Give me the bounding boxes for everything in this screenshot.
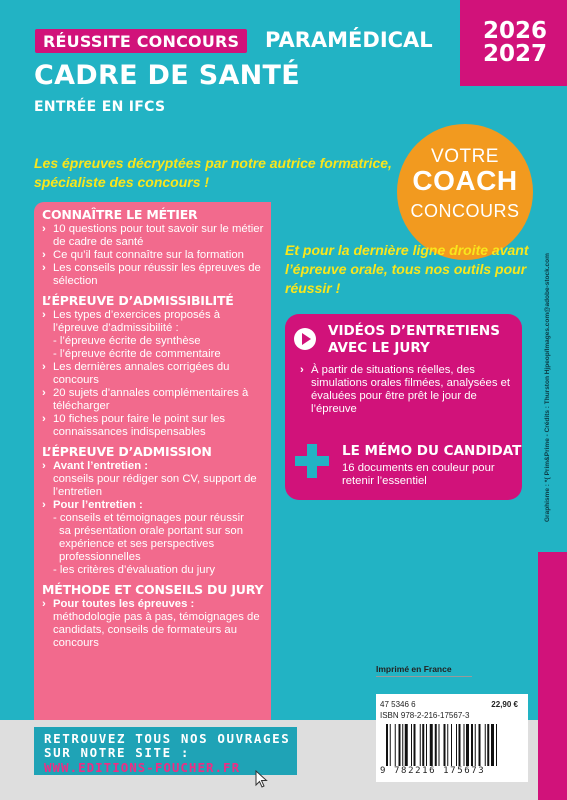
memo-description: 16 documents en couleur pour retenir l’essentiel [342, 462, 495, 487]
tagline-right: Et pour la dernière ligne droite avant l’épreuve orale, tous nos outils pour réussir ! [285, 242, 529, 296]
contents-panel [34, 202, 271, 720]
price: 22,90 € [491, 700, 518, 709]
list-item: › Ce qu’il faut connaître sur la formation [42, 249, 244, 261]
list-item: › 20 sujets d’annales complémentaires à télécharger [42, 387, 249, 412]
sub-item: - l’épreuve écrite de synthèse [53, 335, 201, 347]
chevron-right-icon: › [42, 361, 46, 373]
barcode-area [376, 694, 528, 782]
list-item: › Les types d’exercices proposés à l’épreuve d’admissibilité : [42, 309, 221, 334]
play-icon [294, 328, 316, 350]
divider [376, 676, 472, 677]
memo-title: LE MÉMO DU CANDIDAT [342, 443, 522, 459]
list-item: › Les conseils pour réussir les épreuves de sélection [42, 262, 261, 287]
sub-item: - conseils et témoignages pour réussir [53, 512, 244, 524]
credits-text: Graphisme : *{ Prim&Prime - Crédits : Thurston Hjpeop/Images.com@adobe-stock.com [544, 253, 551, 522]
list-item: › Pour toutes les épreuves : méthodologie pas à pas, témoignages de candidats, conseils de formateurs au concours [42, 598, 260, 649]
plus-icon [295, 444, 329, 478]
website-line-2: SUR NOTRE SITE : [44, 745, 191, 760]
website-link[interactable]: WWW.EDITIONS-FOUCHER.FR [44, 760, 241, 775]
edition-year-bottom: 2027 [482, 41, 547, 67]
section-title-admission: L’ÉPREUVE D’ADMISSION [42, 444, 212, 459]
video-title: VIDÉOS D’ENTRETIENS AVEC LE JURY [328, 323, 500, 356]
chevron-right-icon: › [42, 387, 46, 399]
series-badge: RÉUSSITE CONCOURS [35, 29, 247, 53]
isbn: ISBN 978-2-216-17567-3 [380, 711, 470, 720]
barcode-digits: 9 782216 175673 [380, 766, 486, 776]
sub-item: conseils pour rédiger son CV, support de l’entretien [53, 473, 257, 498]
sub-item: sa présentation orale portant sur son expérience et ses perspectives professionnelles [59, 525, 243, 563]
chevron-right-icon: › [42, 460, 46, 472]
printed-in: Imprimé en France [376, 664, 452, 674]
coach-line-2: COACH [412, 165, 518, 196]
tagline-top: Les épreuves décryptées par notre autrice formatrice, spécialiste des concours ! [34, 155, 392, 190]
book-subtitle: ENTRÉE EN IFCS [34, 99, 166, 115]
sub-item: - les critères d’évaluation du jury [53, 564, 215, 576]
chevron-right-icon: › [42, 309, 46, 321]
video-description: › À partir de situations réelles, des simulations orales filmées, analysées et évaluées pour être prêt le jour de l’épreuve [300, 364, 511, 415]
list-item: › Les dernières annales corrigées du concours [42, 361, 230, 386]
website-line-1: RETROUVEZ TOUS NOS OUVRAGES [44, 731, 291, 746]
cursor-icon [255, 770, 269, 788]
spine-edge [538, 552, 567, 800]
section-title-admissibilite: L’ÉPREUVE D’ADMISSIBILITÉ [42, 293, 234, 308]
section-title-methode: MÉTHODE ET CONSEILS DU JURY [42, 582, 264, 597]
barcode-icon [386, 724, 522, 766]
credits [544, 232, 554, 522]
list-item: › Avant l’entretien : [42, 460, 148, 472]
coach-line-3: CONCOURS [410, 201, 520, 221]
sub-item: - l’épreuve écrite de commentaire [53, 348, 221, 360]
list-item: › 10 fiches pour faire le point sur les connaissances indispensables [42, 413, 226, 438]
chevron-right-icon: › [42, 249, 46, 261]
chevron-right-icon: › [300, 364, 304, 376]
chevron-right-icon: › [42, 598, 46, 610]
chevron-right-icon: › [42, 262, 46, 274]
coach-badge [397, 124, 533, 260]
list-item: › Pour l’entretien : [42, 499, 143, 511]
chevron-right-icon: › [42, 499, 46, 511]
list-item: › 10 questions pour tout savoir sur le métier de cadre de santé [42, 223, 264, 248]
chevron-right-icon: › [42, 223, 46, 235]
edition-year-top: 2026 [482, 18, 547, 44]
bonus-panel [285, 314, 522, 500]
book-title: CADRE DE SANTÉ [34, 60, 301, 91]
chevron-right-icon: › [42, 413, 46, 425]
coach-line-1: VOTRE [431, 146, 499, 167]
series-domain: PARAMÉDICAL [265, 28, 433, 52]
product-ref: 47 5346 6 [380, 700, 416, 709]
section-title-metier: CONNAÎTRE LE MÉTIER [42, 207, 198, 222]
